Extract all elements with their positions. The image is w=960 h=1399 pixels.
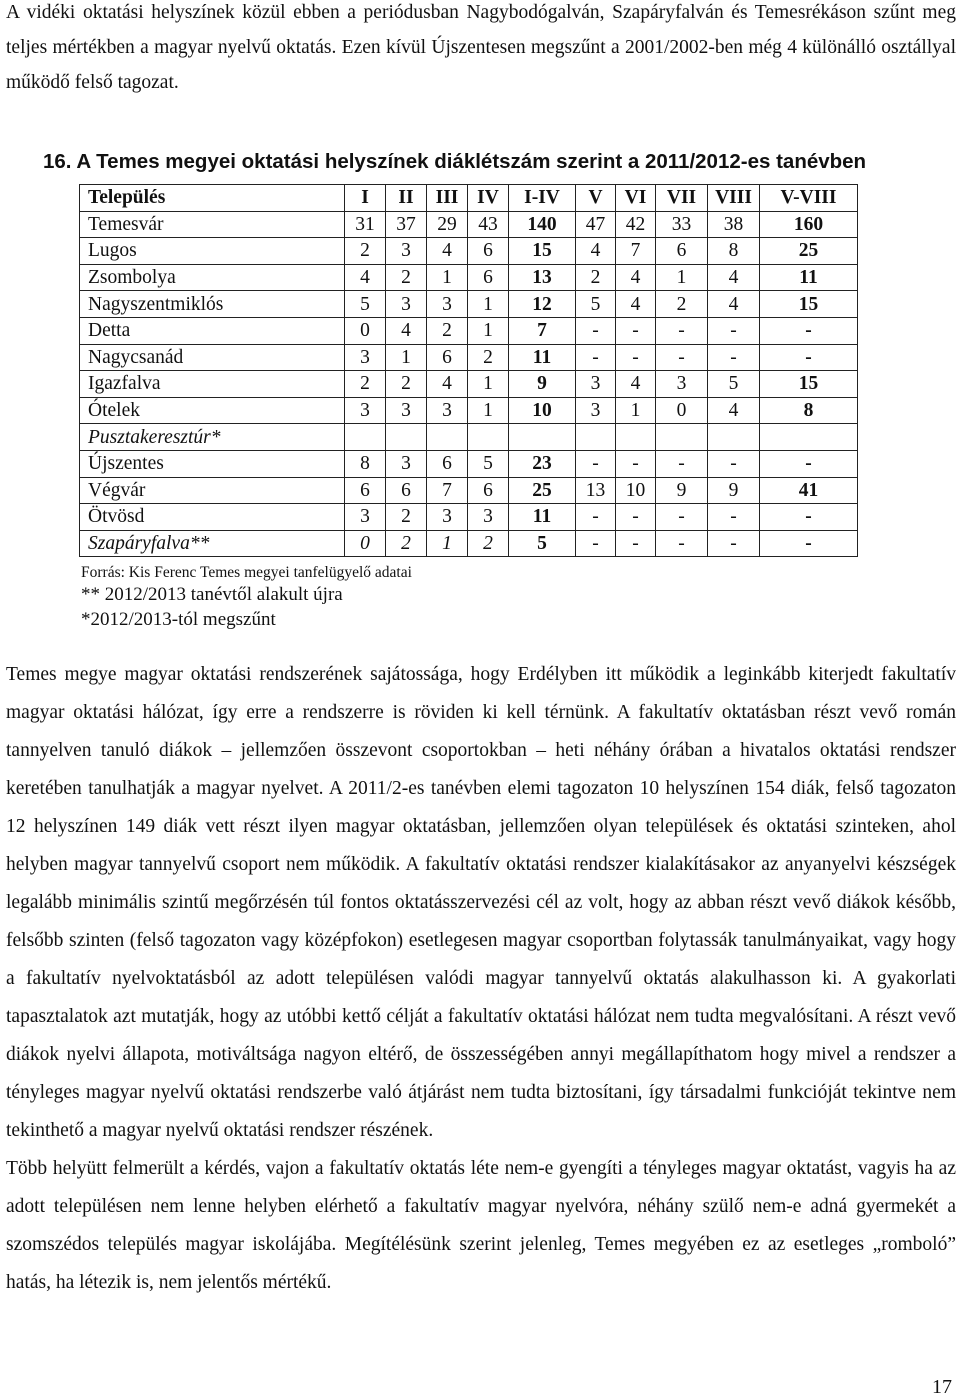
value-cell [386, 424, 427, 451]
value-cell: 0 [345, 317, 386, 344]
subtotal-cell: 12 [509, 291, 576, 318]
value-cell: 2 [386, 530, 427, 557]
settlement-cell: Ötvösd [80, 504, 345, 531]
body-text [6, 656, 956, 1302]
value-cell: 2 [427, 317, 468, 344]
value-cell: - [576, 317, 616, 344]
value-cell: - [576, 504, 616, 531]
table-row [80, 371, 858, 398]
subtotal-cell: 11 [509, 504, 576, 531]
paragraph-facultative: Temes megye magyar oktatási rendszerének sajátossága, hogy Erdélyben itt működik a leginkább kiterjedt fakultatív magyar oktatási hálózat, így erre a rendszerre is röviden ki kell térnünk. A fakultatív oktatásban részt vevő román tannyelven tanuló diákok – jellemzően összevont csoportokban – heti néhány órában a hivatalos oktatási rendszer keretében tanulhatják a magyar nyelvet. A 2011/2-es tanévben elemi tagozaton 10 helyszínen 154 diák, felső tagozaton 12 helyszínen 149 diák vett részt ilyen magyar oktatásban, jellemzően olyan települések és oktatási szinteken, ahol helyben magyar tannyelvű csoport nem működik. A fakultatív oktatási rendszer kialakításakor az anyanyelvi készségek legalább minimális szintű megőrzésén túl fontos oktatásszervezési cél az volt, hogy az abban részt vevő diákok később, felsőbb szinten (felső tagozaton vagy középfokon) esetlegesen magyar csoportban folytassák tanulmányaikat, vagy hogy a fakultatív nyelvoktatásból az adott településen valódi magyar tannyelvű oktatás alakulhasson ki. A gyakorlati tapasztalatok azt mutatják, hogy az utóbbi kettő célját a fakultatív oktatási hálózat nem tudta megvalósítani. A részt vevő diákok nyelvi állapota, motiváltsága nagyon eltérő, de összességében annyi megállapíthatom hogy mivel a rendszer a tényleges magyar nyelvű oktatási rendszerbe való átjárást nem tudta biztosítani, így társadalmi funkcióját tekintve nem tekinthető a magyar nyelvű oktatási rendszer részének. [6, 664, 956, 1141]
settlement-cell: Ótelek [80, 397, 345, 424]
value-cell: 6 [656, 238, 708, 265]
table-row [80, 530, 858, 557]
subtotal-cell: 8 [760, 397, 858, 424]
value-cell: 5 [708, 371, 760, 398]
value-cell: - [576, 450, 616, 477]
value-cell: 3 [427, 397, 468, 424]
value-cell: 1 [386, 344, 427, 371]
value-cell: 9 [656, 477, 708, 504]
value-cell: 8 [708, 238, 760, 265]
subtotal-cell: 25 [760, 238, 858, 265]
value-cell: 3 [427, 504, 468, 531]
subtotal-cell: 7 [509, 317, 576, 344]
value-cell: 3 [468, 504, 509, 531]
value-cell: 6 [468, 264, 509, 291]
subtotal-cell: 9 [509, 371, 576, 398]
value-cell: 6 [427, 450, 468, 477]
subtotal-cell: 13 [509, 264, 576, 291]
subtotal-cell: 23 [509, 450, 576, 477]
table-header-row [80, 185, 858, 212]
value-cell: 2 [468, 530, 509, 557]
value-cell: 2 [345, 238, 386, 265]
value-cell: 3 [386, 397, 427, 424]
value-cell: 6 [386, 477, 427, 504]
value-cell [708, 424, 760, 451]
value-cell: 3 [427, 291, 468, 318]
value-cell: 4 [616, 291, 656, 318]
header-cell: IV [468, 185, 509, 212]
subtotal-cell: 11 [760, 264, 858, 291]
value-cell: 4 [427, 238, 468, 265]
subtotal-cell [509, 424, 576, 451]
header-cell: VIII [708, 185, 760, 212]
value-cell: 1 [468, 397, 509, 424]
value-cell: 2 [576, 264, 616, 291]
value-cell: 4 [386, 317, 427, 344]
table-source: Forrás: Kis Ferenc Temes megyei tanfelügyelő adatai [81, 564, 412, 581]
table-row [80, 211, 858, 238]
value-cell: 6 [345, 477, 386, 504]
header-cell: V-VIII [760, 185, 858, 212]
value-cell: 2 [345, 371, 386, 398]
value-cell: - [708, 504, 760, 531]
value-cell: 47 [576, 211, 616, 238]
header-cell: III [427, 185, 468, 212]
table-row [80, 477, 858, 504]
value-cell: - [708, 450, 760, 477]
value-cell: 29 [427, 211, 468, 238]
table-row [80, 264, 858, 291]
value-cell: 3 [345, 504, 386, 531]
value-cell: 4 [576, 238, 616, 265]
settlement-cell: Lugos [80, 238, 345, 265]
table-row [80, 317, 858, 344]
table-note-reopened: ** 2012/2013 tanévtől alakult újra [81, 584, 343, 605]
value-cell: 6 [468, 477, 509, 504]
value-cell [616, 424, 656, 451]
settlement-cell: Pusztakeresztúr* [80, 424, 345, 451]
subtotal-cell: - [760, 344, 858, 371]
value-cell: 2 [468, 344, 509, 371]
value-cell: - [616, 530, 656, 557]
value-cell: 6 [427, 344, 468, 371]
value-cell: 3 [386, 450, 427, 477]
settlement-cell: Detta [80, 317, 345, 344]
settlement-cell: Végvár [80, 477, 345, 504]
paragraph-question: Több helyütt felmerült a kérdés, vajon a fakultatív oktatás léte nem-e gyengíti a tényleges magyar oktatást, vagyis ha az adott településen nem lenne helyben elérhető a fakultatív magyar nyelvóra, néhány szülő nem-e adná gyermekét a szomszédos település magyar iskolájába. Megítélésünk szerint jelenleg, Temes megyében ez az esetleges „romboló” hatás, ha létezik is, nem jelentős mértékű. [6, 1158, 956, 1293]
value-cell: - [708, 530, 760, 557]
value-cell: 1 [468, 291, 509, 318]
value-cell: 8 [345, 450, 386, 477]
settlement-cell: Nagyszentmiklós [80, 291, 345, 318]
header-cell: I [345, 185, 386, 212]
value-cell: 4 [616, 371, 656, 398]
value-cell: - [576, 344, 616, 371]
value-cell: - [656, 317, 708, 344]
subtotal-cell: 140 [509, 211, 576, 238]
subtotal-cell: 160 [760, 211, 858, 238]
value-cell: 7 [616, 238, 656, 265]
value-cell: 4 [708, 264, 760, 291]
value-cell: 37 [386, 211, 427, 238]
subtotal-cell: 11 [509, 344, 576, 371]
value-cell: 1 [616, 397, 656, 424]
page-number: 17 [932, 1376, 952, 1398]
table-note-closed: *2012/2013-tól megszűnt [81, 609, 276, 630]
value-cell: 3 [345, 344, 386, 371]
value-cell: 2 [386, 504, 427, 531]
table-row [80, 424, 858, 451]
value-cell [468, 424, 509, 451]
settlement-cell: Szapáryfalva** [80, 530, 345, 557]
value-cell: 0 [656, 397, 708, 424]
value-cell: 4 [708, 397, 760, 424]
value-cell: 2 [656, 291, 708, 318]
value-cell: 43 [468, 211, 509, 238]
value-cell: 1 [468, 317, 509, 344]
value-cell: 2 [386, 264, 427, 291]
settlement-cell: Zsombolya [80, 264, 345, 291]
value-cell: - [616, 504, 656, 531]
intro-paragraph: A vidéki oktatási helyszínek közül ebben a periódusban Nagybodógalván, Szapáryfalván és Temesrékáson szűnt meg teljes mértékben a magyar nyelvű oktatás. Ezen kívül Újszentesen megszűnt a 2001/2002-ben még 4 különálló osztállyal működő felső tagozat. [6, 2, 956, 93]
subtotal-cell: 15 [509, 238, 576, 265]
value-cell: - [708, 344, 760, 371]
settlement-cell: Újszentes [80, 450, 345, 477]
value-cell: 13 [576, 477, 616, 504]
settlement-cell: Igazfalva [80, 371, 345, 398]
value-cell: - [656, 504, 708, 531]
value-cell [427, 424, 468, 451]
subtotal-cell: - [760, 504, 858, 531]
subtotal-cell: 15 [760, 291, 858, 318]
value-cell: 5 [468, 450, 509, 477]
value-cell: 5 [576, 291, 616, 318]
value-cell: 4 [427, 371, 468, 398]
table-row [80, 291, 858, 318]
value-cell: 4 [616, 264, 656, 291]
value-cell: 10 [616, 477, 656, 504]
value-cell: 38 [708, 211, 760, 238]
value-cell: - [616, 450, 656, 477]
value-cell: 7 [427, 477, 468, 504]
value-cell: 1 [427, 530, 468, 557]
subtotal-cell: 15 [760, 371, 858, 398]
value-cell: 3 [576, 371, 616, 398]
value-cell: - [656, 450, 708, 477]
value-cell: 3 [345, 397, 386, 424]
table-row [80, 238, 858, 265]
value-cell: - [656, 344, 708, 371]
value-cell: 6 [468, 238, 509, 265]
header-cell: Település [80, 185, 345, 212]
value-cell [576, 424, 616, 451]
value-cell: 5 [345, 291, 386, 318]
subtotal-cell: 10 [509, 397, 576, 424]
value-cell: 33 [656, 211, 708, 238]
value-cell: 9 [708, 477, 760, 504]
enrollment-table [79, 184, 858, 557]
value-cell: 31 [345, 211, 386, 238]
subtotal-cell: - [760, 317, 858, 344]
subtotal-cell [760, 424, 858, 451]
table-title: 16. A Temes megyei oktatási helyszínek diáklétszám szerint a 2011/2012-es tanévben [43, 150, 867, 173]
settlement-cell: Nagycsanád [80, 344, 345, 371]
value-cell: 42 [616, 211, 656, 238]
value-cell: - [576, 530, 616, 557]
value-cell [345, 424, 386, 451]
header-cell: I-IV [509, 185, 576, 212]
value-cell: - [708, 317, 760, 344]
table-row [80, 504, 858, 531]
value-cell: 1 [656, 264, 708, 291]
header-cell: VI [616, 185, 656, 212]
value-cell: 3 [576, 397, 616, 424]
value-cell: - [616, 344, 656, 371]
subtotal-cell: 5 [509, 530, 576, 557]
settlement-cell: Temesvár [80, 211, 345, 238]
value-cell: 1 [427, 264, 468, 291]
value-cell: 3 [386, 291, 427, 318]
value-cell: 4 [708, 291, 760, 318]
value-cell [656, 424, 708, 451]
value-cell: 2 [386, 371, 427, 398]
subtotal-cell: 41 [760, 477, 858, 504]
value-cell: - [656, 530, 708, 557]
value-cell: 0 [345, 530, 386, 557]
table-row [80, 344, 858, 371]
table-row [80, 450, 858, 477]
value-cell: 3 [656, 371, 708, 398]
subtotal-cell: - [760, 450, 858, 477]
header-cell: VII [656, 185, 708, 212]
value-cell: 1 [468, 371, 509, 398]
table-row [80, 397, 858, 424]
table-body [80, 211, 858, 557]
subtotal-cell: 25 [509, 477, 576, 504]
value-cell: - [616, 317, 656, 344]
header-cell: V [576, 185, 616, 212]
value-cell: 4 [345, 264, 386, 291]
subtotal-cell: - [760, 530, 858, 557]
value-cell: 3 [386, 238, 427, 265]
header-cell: II [386, 185, 427, 212]
